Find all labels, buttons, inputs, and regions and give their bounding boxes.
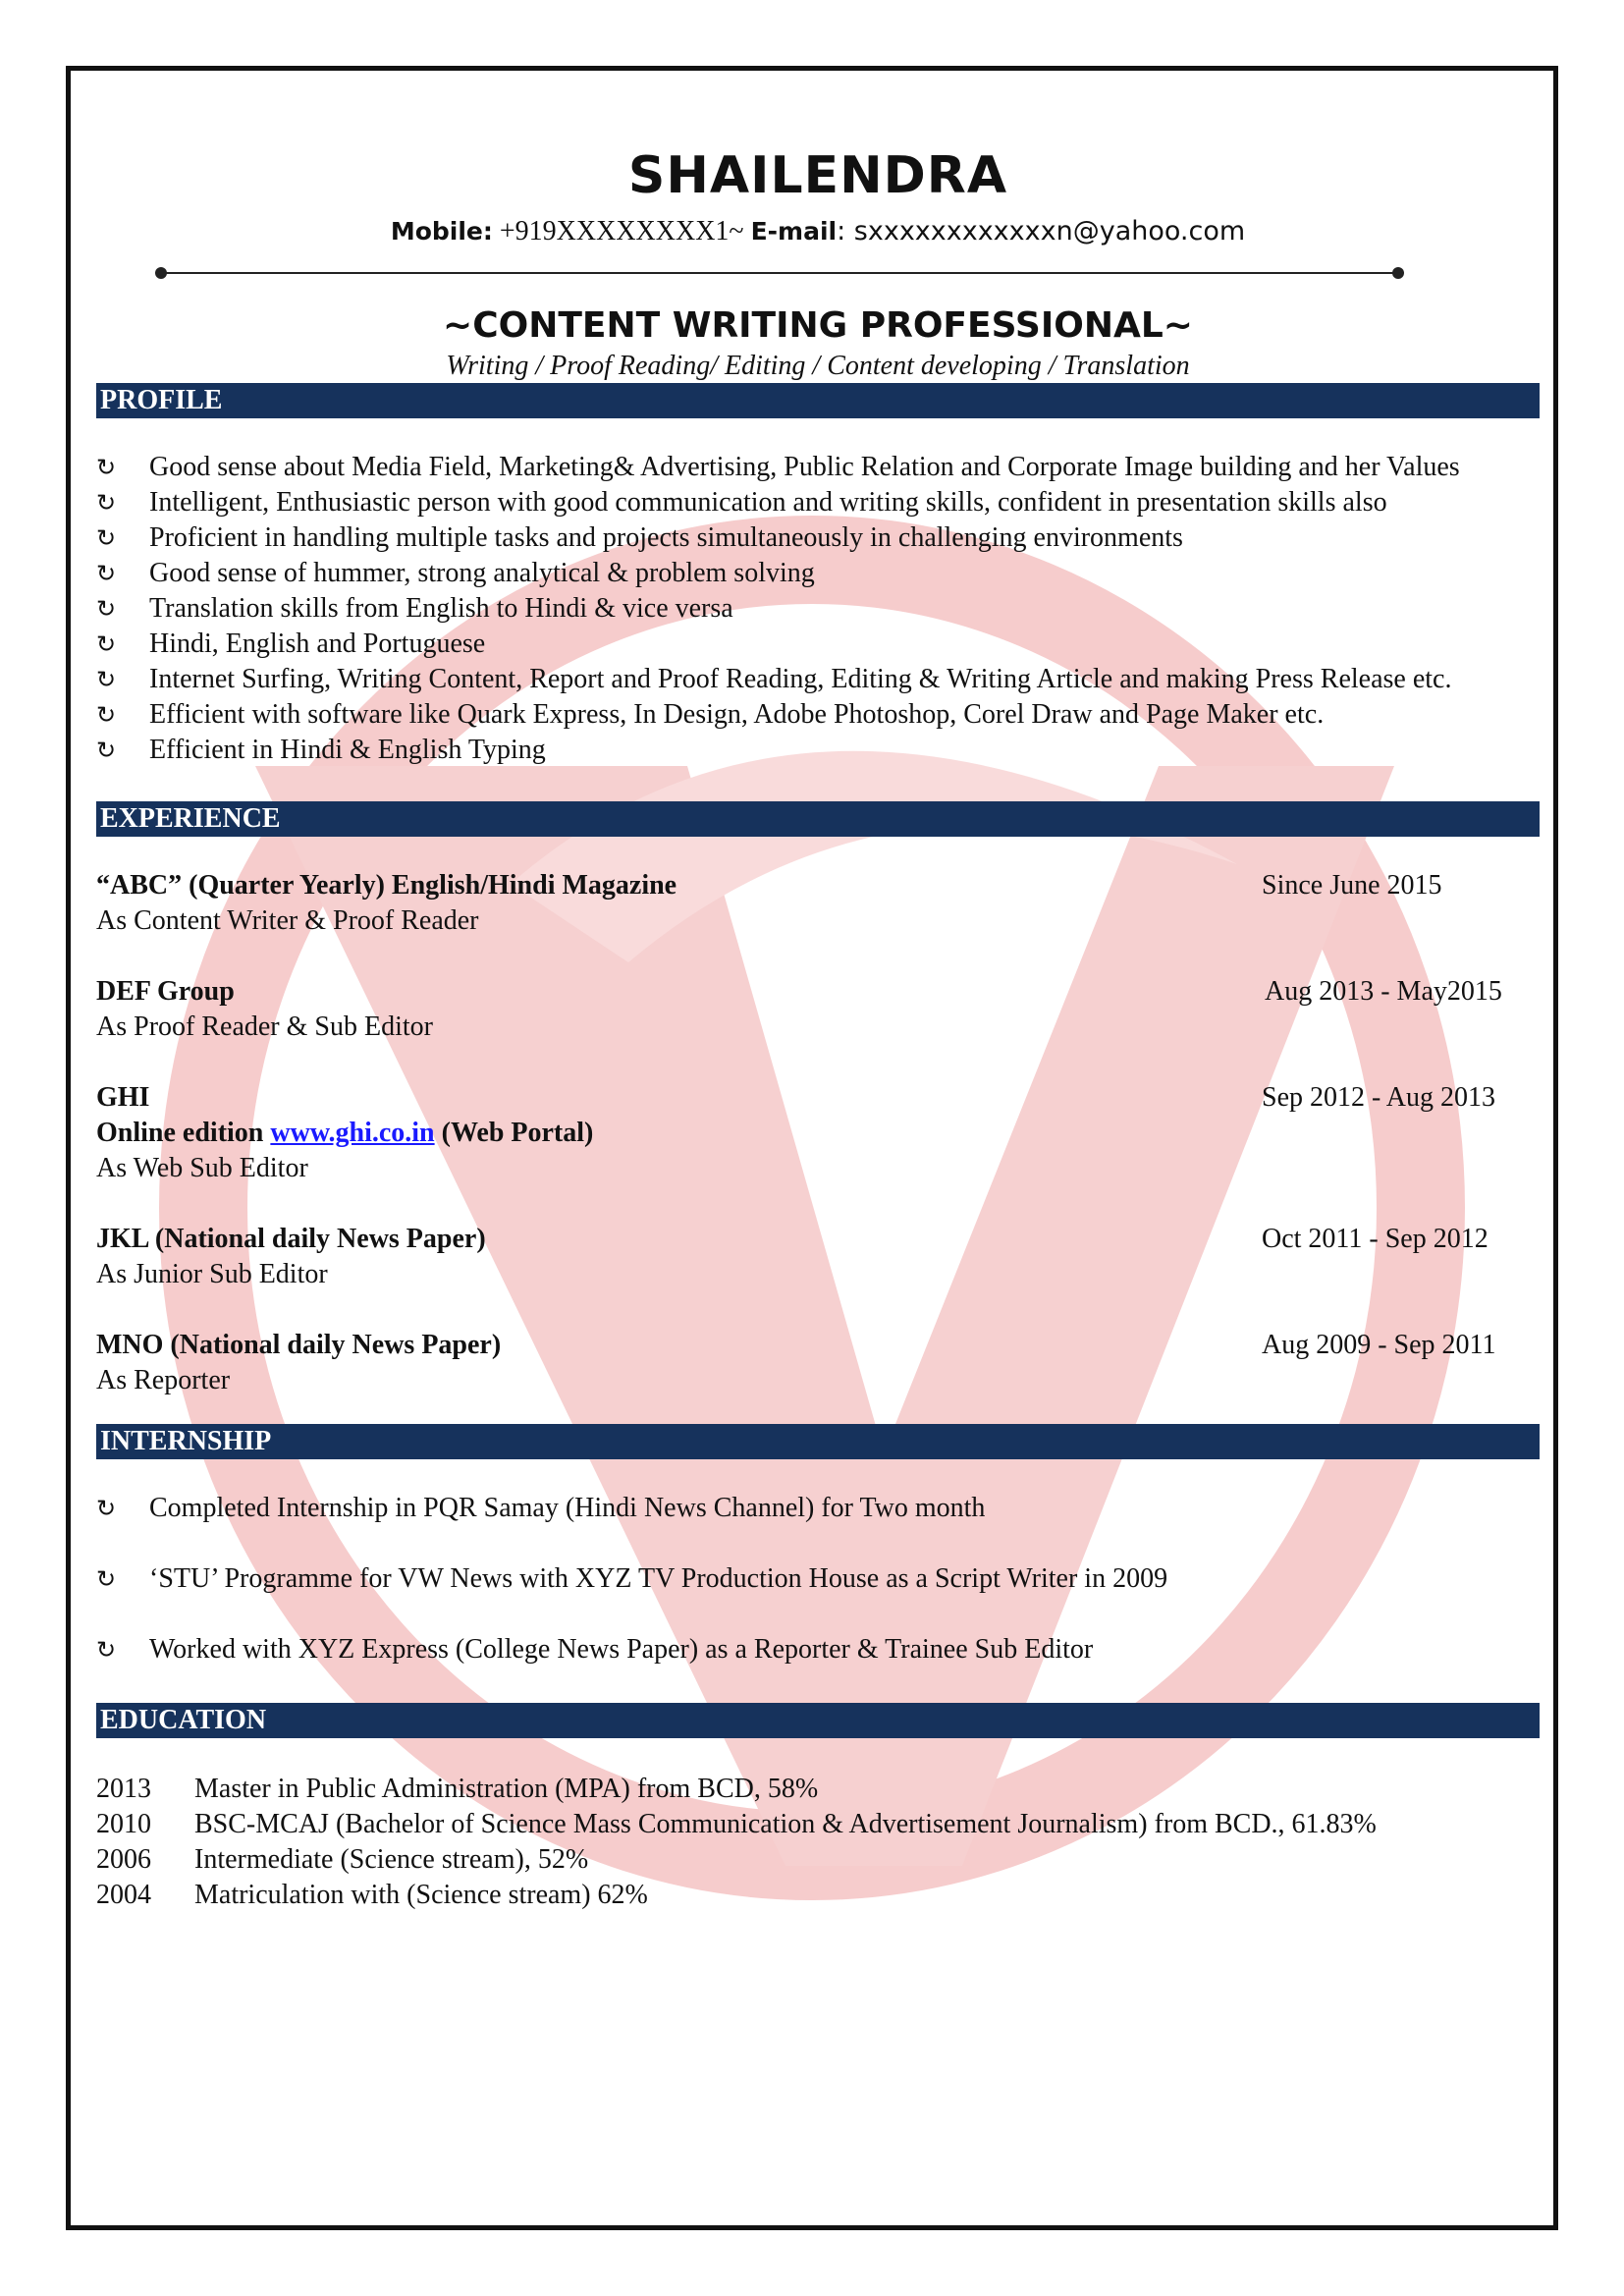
resume-body: [96, 128, 1540, 1913]
job-entry: [96, 1222, 1540, 1292]
education-year: 2004: [96, 1880, 151, 1910]
list-item: ↻ Proficient in handling multiple tasks and projects simultaneously in challenging environments: [96, 520, 1540, 556]
bullet-icon: ↻: [96, 560, 117, 587]
bullet-icon: ↻: [96, 666, 117, 693]
education-year: 2006: [96, 1844, 151, 1875]
section-heading-education: EDUCATION: [96, 1703, 1540, 1738]
list-item: ↻ Good sense about Media Field, Marketing& Advertising, Public Relation and Corporate Image building and her Values: [96, 450, 1540, 485]
job-dates: Aug 2009 - Sep 2011: [1262, 1330, 1496, 1360]
list-item: ↻ Hindi, English and Portuguese: [96, 627, 1540, 662]
section-heading-profile: PROFILE: [96, 383, 1540, 418]
bullet-icon: ↻: [96, 630, 117, 658]
job-role: As Web Sub Editor: [96, 1153, 308, 1183]
bullet-icon: ↻: [96, 737, 117, 764]
job-employer: JKL (National daily News Paper): [96, 1224, 486, 1254]
bullet-icon: ↻: [96, 1495, 117, 1522]
list-item: ↻ Translation skills from English to Hindi & vice versa: [96, 591, 1540, 627]
education-row: [96, 1842, 1540, 1878]
job-employer: DEF Group: [96, 976, 235, 1007]
education-year: 2010: [96, 1809, 151, 1839]
job-entry: [96, 1328, 1540, 1398]
education-row: [96, 1878, 1540, 1913]
list-item: ↻ Efficient with software like Quark Express, In Design, Adobe Photoshop, Corel Draw and Page Maker etc.: [96, 697, 1540, 733]
job-dates: Oct 2011 - Sep 2012: [1262, 1224, 1489, 1254]
education-detail: Intermediate (Science stream), 52%: [194, 1844, 589, 1875]
mobile-number: +919XXXXXXXX1~: [499, 216, 744, 246]
education-row: [96, 1772, 1540, 1807]
education-year: 2013: [96, 1774, 151, 1804]
email-label: E-mail: [750, 217, 838, 246]
web-portal-link[interactable]: www.ghi.co.in: [270, 1118, 435, 1148]
list-item: ↻ ‘STU’ Programme for VW News with XYZ TV Production House as a Script Writer in 2009: [96, 1561, 1540, 1597]
list-item: ↻ Worked with XYZ Express (College News Paper) as a Reporter & Trainee Sub Editor: [96, 1632, 1540, 1667]
job-dates: Sep 2012 - Aug 2013: [1262, 1082, 1495, 1113]
section-heading-internship: INTERNSHIP: [96, 1424, 1540, 1459]
education-detail: Master in Public Administration (MPA) from BCD, 58%: [194, 1774, 819, 1804]
contact-line: [96, 212, 1540, 251]
edition-prefix: Online edition: [96, 1118, 271, 1148]
bullet-icon: ↻: [96, 1636, 117, 1664]
education-detail: BSC-MCAJ (Bachelor of Science Mass Communication & Advertisement Journalism) from BCD., 61.83%: [194, 1809, 1377, 1839]
header-divider: [155, 263, 1404, 283]
job-entry: [96, 868, 1540, 939]
bullet-icon: ↻: [96, 524, 117, 552]
education-list: [96, 1772, 1540, 1913]
bullet-icon: ↻: [96, 701, 117, 729]
internship-list: [96, 1491, 1540, 1667]
job-role: As Reporter: [96, 1365, 231, 1395]
list-item: ↻ Internet Surfing, Writing Content, Report and Proof Reading, Editing & Writing Article and making Press Release etc.: [96, 662, 1540, 697]
job-dates: Since June 2015: [1262, 870, 1442, 901]
online-edition: [96, 1116, 1540, 1151]
list-item: ↻ Completed Internship in PQR Samay (Hindi News Channel) for Two month: [96, 1491, 1540, 1526]
job-employer: GHI: [96, 1082, 150, 1113]
section-heading-experience: EXPERIENCE: [96, 801, 1540, 837]
list-item: ↻ Efficient in Hindi & English Typing: [96, 733, 1540, 768]
list-item: ↻ Intelligent, Enthusiastic person with good communication and writing skills, confident in presentation skills also: [96, 485, 1540, 520]
job-entry: [96, 1080, 1540, 1186]
education-row: [96, 1807, 1540, 1842]
job-entry: [96, 974, 1540, 1045]
bullet-icon: ↻: [96, 595, 117, 623]
list-item: ↻ Good sense of hummer, strong analytical & problem solving: [96, 556, 1540, 591]
edition-suffix: (Web Portal): [434, 1118, 594, 1148]
bullet-icon: ↻: [96, 1565, 117, 1593]
candidate-name: SHAILENDRA: [627, 146, 1008, 205]
mobile-label: Mobile:: [390, 217, 493, 246]
education-detail: Matriculation with (Science stream) 62%: [194, 1880, 648, 1910]
professional-subtitle: Writing / Proof Reading/ Editing / Content developing / Translation: [446, 351, 1190, 381]
professional-title: ~CONTENT WRITING PROFESSIONAL~: [443, 305, 1193, 346]
bullet-icon: ↻: [96, 454, 117, 481]
job-role: As Proof Reader & Sub Editor: [96, 1011, 433, 1042]
job-employer: MNO (National daily News Paper): [96, 1330, 502, 1360]
job-role: As Junior Sub Editor: [96, 1259, 328, 1289]
profile-list: [96, 450, 1540, 768]
job-employer: “ABC” (Quarter Yearly) English/Hindi Magazine: [96, 870, 677, 901]
bullet-icon: ↻: [96, 489, 117, 517]
job-role: As Content Writer & Proof Reader: [96, 905, 479, 936]
job-dates: Aug 2013 - May2015: [1265, 976, 1502, 1007]
email-address: : sxxxxxxxxxxxxn@yahoo.com: [837, 216, 1246, 246]
